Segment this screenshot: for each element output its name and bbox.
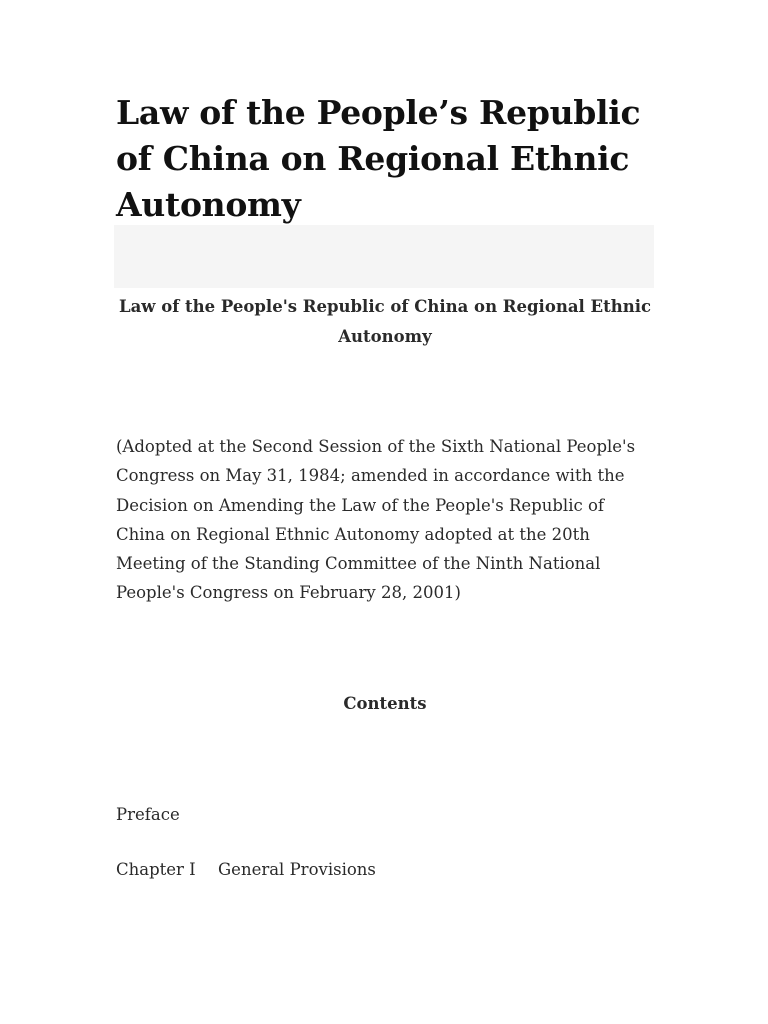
ad-placeholder	[114, 225, 654, 288]
law-subtitle: Law of the People's Republic of China on Regional Ethnic Autonomy	[118, 297, 652, 346]
toc-chapter-number: Chapter I	[116, 860, 196, 879]
toc-item-preface[interactable]	[116, 801, 180, 829]
toc-item-label: Preface	[116, 805, 180, 824]
toc-item-chapter-1[interactable]	[116, 856, 376, 884]
adoption-note: (Adopted at the Second Session of the Sixth National People's Congress on May 31, 1984; amended in accordance with the Decision on Amending the Law of the People's Republic of China on Regional Ethnic Autonomy adopted at the 20th Meeting of the Standing Committee of the Ninth National People's Congress on February 28, 2001)	[116, 437, 636, 603]
toc-item-label: General Provisions	[218, 860, 376, 879]
page-title: Law of the People’s Republic of China on Regional Ethnic Autonomy	[116, 93, 641, 224]
contents-heading: Contents	[343, 694, 427, 713]
